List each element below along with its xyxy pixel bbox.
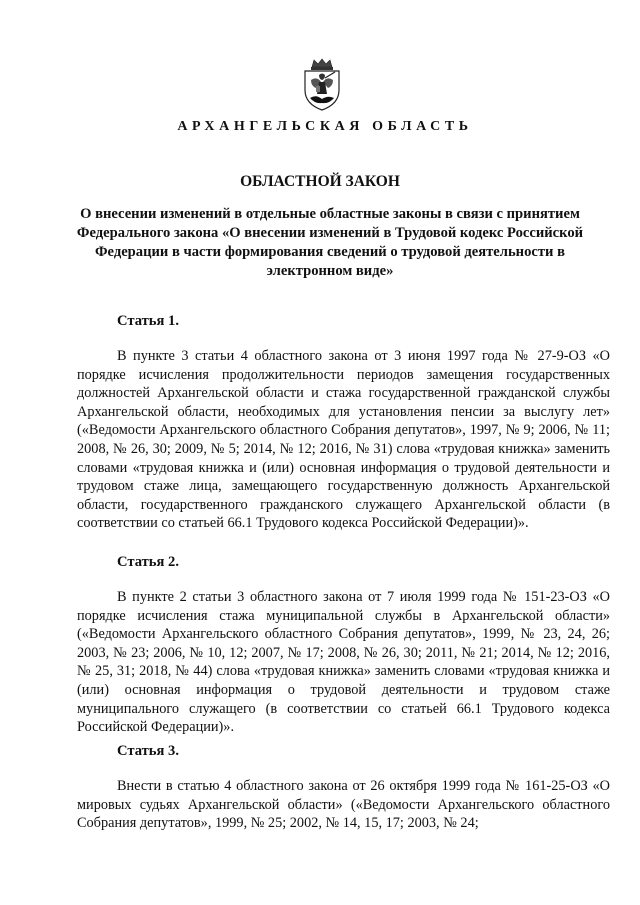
law-title: О внесении изменений в отдельные областные законы в связи с принятием Федерального закона «О внесении изменений в Трудовой кодекс Российской Федерации в части формирования сведений о трудовой деятельности в электронном виде» [76,206,584,279]
article-2-heading: Статья 2. [117,554,179,570]
coat-of-arms-icon [299,58,345,112]
article-3-heading: Статья 3. [117,743,179,759]
article-3-text: Внести в статью 4 областного закона от 26 октября 1999 года № 161-25-ОЗ «О мировых судьях Архангельской области» («Ведомости Архангельского областного Собрания депутатов», 1999, № 25; 2002, № 14, 15, 17; 2003, № 24; [77,778,610,832]
document-type: ОБЛАСТНОЙ ЗАКОН [240,173,400,190]
article-1-text: В пункте 3 статьи 4 областного закона от 3 июня 1997 года № 27-9-ОЗ «О порядке исчисления продолжительности периодов замещения государственных должностей Архангельской области и стажа государственной гражданской службы Архангельской области, необходимых для установления пенсии за выслугу лет» («Ведомости Архангельского областного Собрания депутатов», 1997, № 9; 2006, № 11; 2008, № 26, 30; 2009, № 5; 2014, № 12; 2016, № 31) слова «трудовая книжка» заменить словами «трудовая книжка и (или) основная информация о трудовой деятельности и трудовом стаже лица, замещающего государственную должность Архангельской области, государственного гражданского служащего Архангельской области (в соответствии со статьей 66.1 Трудового кодекса Российской Федерации)». [77,348,610,532]
region-name: АРХАНГЕЛЬСКАЯ ОБЛАСТЬ [177,119,473,134]
article-1-heading: Статья 1. [117,313,179,329]
article-2-text: В пункте 2 статьи 3 областного закона от 7 июля 1999 года № 151-23-ОЗ «О порядке исчисления стажа муниципальной службы в Архангельской области» («Ведомости Архангельского областного Собрания депутатов», 1999, № 23, 24, 26; 2003, № 23; 2006, № 10, 12; 2007, № 17; 2008, № 26, 30; 2011, № 21; 2014, № 12; 2016, № 25, 31; 2018, № 44) слова «трудовая книжка» заменить словами «трудовая книжка и (или) основная информация о трудовой деятельности и трудовом стаже муниципального служащего (в соответствии со статьей 66.1 Трудового кодекса Российской Федерации)». [77,589,610,736]
